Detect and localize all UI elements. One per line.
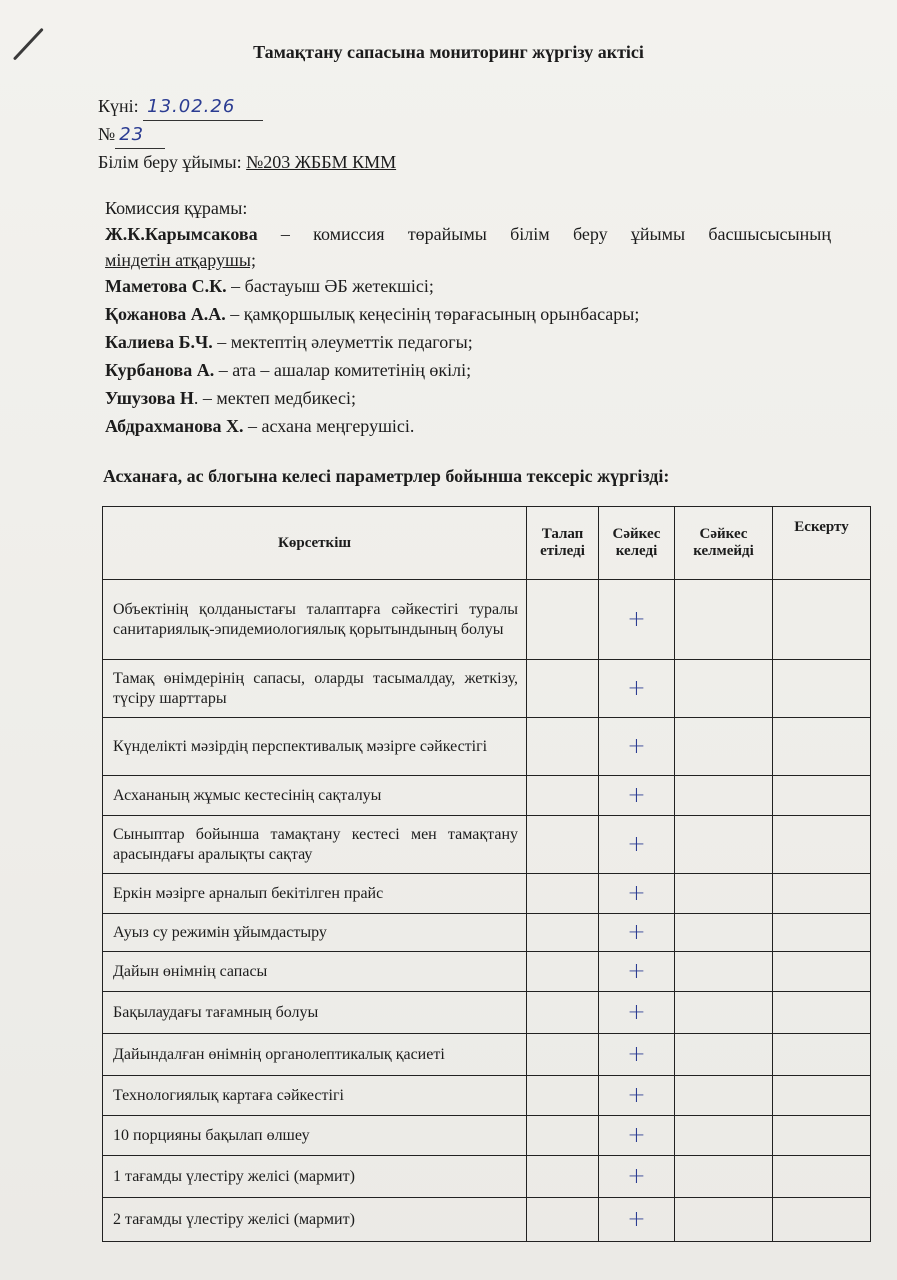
criterion-label: 10 порцияны бақылап өлшеу [103,1116,527,1156]
criterion-label: Сыныптар бойынша тамақтану кестесі мен тамақтану арасындағы аралықты сақтау [103,816,527,874]
complies-mark: + [599,776,675,816]
member-name: Ж.К.Карымсакова [105,224,258,244]
complies-mark: + [599,952,675,992]
note-cell [773,718,871,776]
note-cell [773,660,871,718]
required-cell [527,816,599,874]
criterion-label: Күнделікті мәзірдің перспективалық мәзірге сәйкестігі [103,718,527,776]
complies-mark: + [599,718,675,776]
complies-mark: + [599,660,675,718]
member-name: Ушузова Н [105,388,194,408]
note-cell [773,816,871,874]
note-cell [773,580,871,660]
member-role: – ата – ашалар комитетінің өкілі; [214,360,472,380]
table-row [103,1198,871,1242]
number-label: № [98,124,116,144]
commission-block [105,196,831,440]
member-role-continuation: міндетін атқарушы; [105,250,257,270]
criterion-label: 1 тағамды үлестіру желісі (мармит) [103,1156,527,1198]
criterion-label: 2 тағамды үлестіру желісі (мармит) [103,1198,527,1242]
not-complies-cell [675,992,773,1034]
member-role: . – мектеп медбикесі; [193,388,357,408]
header-complies: Сәйкес келеді [599,507,675,580]
member-name: Маметова С.К. [105,276,227,296]
not-complies-cell [675,874,773,914]
not-complies-cell [675,1116,773,1156]
required-cell [527,914,599,952]
not-complies-cell [675,816,773,874]
note-cell [773,952,871,992]
criterion-label: Бақылаудағы тағамның болуы [103,992,527,1034]
table-row [103,776,871,816]
complies-mark: + [599,914,675,952]
criterion-label: Ауыз су режимін ұйымдастыру [103,914,527,952]
complies-mark: + [599,1198,675,1242]
required-cell [527,1198,599,1242]
member-name: Калиева Б.Ч. [105,332,213,352]
criterion-label: Тамақ өнімдерінің сапасы, оларды тасымалдау, жеткізу, түсіру шарттары [103,660,527,718]
required-cell [527,874,599,914]
table-row [103,992,871,1034]
member-role: – мектептің әлеуметтік педагогы; [212,332,473,352]
criterion-label: Дайындалған өнімнің органолептикалық қасиеті [103,1034,527,1076]
not-complies-cell [675,952,773,992]
member-role: – бастауыш ӘБ жетекшісі; [226,276,434,296]
header-not-complies: Сәйкес келмейді [675,507,773,580]
complies-mark: + [599,1116,675,1156]
date-line [98,93,396,121]
complies-mark: + [599,992,675,1034]
note-cell [773,874,871,914]
criterion-label: Еркін мәзірге арналып бекітілген прайс [103,874,527,914]
commission-heading: Комиссия құрамы: [105,198,248,218]
not-complies-cell [675,1198,773,1242]
organization-line [98,149,396,175]
note-cell [773,1156,871,1198]
note-cell [773,1034,871,1076]
complies-mark: + [599,580,675,660]
table-row [103,1116,871,1156]
complies-mark: + [599,1156,675,1198]
required-cell [527,1076,599,1116]
required-cell [527,952,599,992]
note-cell [773,776,871,816]
required-cell [527,1116,599,1156]
not-complies-cell [675,718,773,776]
number-value: 23 [115,122,165,149]
document-meta [98,93,396,175]
criteria-table [102,506,871,1242]
note-cell [773,992,871,1034]
commission-member [105,300,831,328]
table-row [103,874,871,914]
criterion-label: Асхананың жұмыс кестесінің сақталуы [103,776,527,816]
commission-member [105,384,831,412]
required-cell [527,992,599,1034]
document-title: Тамақтану сапасына мониторинг жүргізу актісі [253,42,644,62]
complies-mark: + [599,874,675,914]
not-complies-cell [675,914,773,952]
table-row [103,1156,871,1198]
table-row [103,718,871,776]
table-header-row [103,507,871,580]
commission-member [105,412,831,440]
required-cell [527,776,599,816]
member-role: – қамқоршылық кеңесінің төрағасының орынбасары; [225,304,640,324]
note-cell [773,1076,871,1116]
not-complies-cell [675,580,773,660]
table-row [103,816,871,874]
header-required: Талап етіледі [527,507,599,580]
header-note: Ескерту [773,507,871,580]
member-name: Курбанова А. [105,360,215,380]
criterion-label: Объектінің қолданыстағы талаптарға сәйкестігі туралы санитариялық-эпидемиологиялық қорытындының болуы [103,580,527,660]
not-complies-cell [675,1034,773,1076]
note-cell [773,914,871,952]
note-cell [773,1198,871,1242]
section-title: Асханаға, ас блогына келесі параметрлер бойынша тексеріс жүргізді: [103,466,670,486]
commission-member [105,328,831,356]
commission-member [105,272,831,300]
table-row [103,952,871,992]
complies-mark: + [599,1034,675,1076]
not-complies-cell [675,776,773,816]
member-role: – комиссия төрайымы білім беру ұйымы басшысысының [257,224,831,244]
member-role: – асхана меңгерушісі. [243,416,415,436]
required-cell [527,718,599,776]
member-name: Абдрахманова Х. [105,416,244,436]
table-row [103,580,871,660]
not-complies-cell [675,1156,773,1198]
required-cell [527,580,599,660]
organization-label: Білім беру ұйымы: [98,152,242,172]
table-row [103,1034,871,1076]
complies-mark: + [599,1076,675,1116]
table-row [103,914,871,952]
member-name: Қожанова А.А. [105,304,226,324]
date-label: Күні: [98,96,139,116]
complies-mark: + [599,816,675,874]
note-cell [773,1116,871,1156]
required-cell [527,1156,599,1198]
commission-members-list [105,272,831,440]
criterion-label: Дайын өнімнің сапасы [103,952,527,992]
criterion-label: Технологиялық картаға сәйкестігі [103,1076,527,1116]
not-complies-cell [675,1076,773,1116]
date-value: 13.02.26 [143,94,263,121]
table-row [103,660,871,718]
not-complies-cell [675,660,773,718]
required-cell [527,660,599,718]
commission-member [105,356,831,384]
table-row [103,1076,871,1116]
organization-value: №203 ЖББМ КММ [246,152,397,172]
commission-member-chair [105,220,831,248]
header-indicator: Көрсеткіш [103,507,527,580]
required-cell [527,1034,599,1076]
number-line [98,121,396,149]
